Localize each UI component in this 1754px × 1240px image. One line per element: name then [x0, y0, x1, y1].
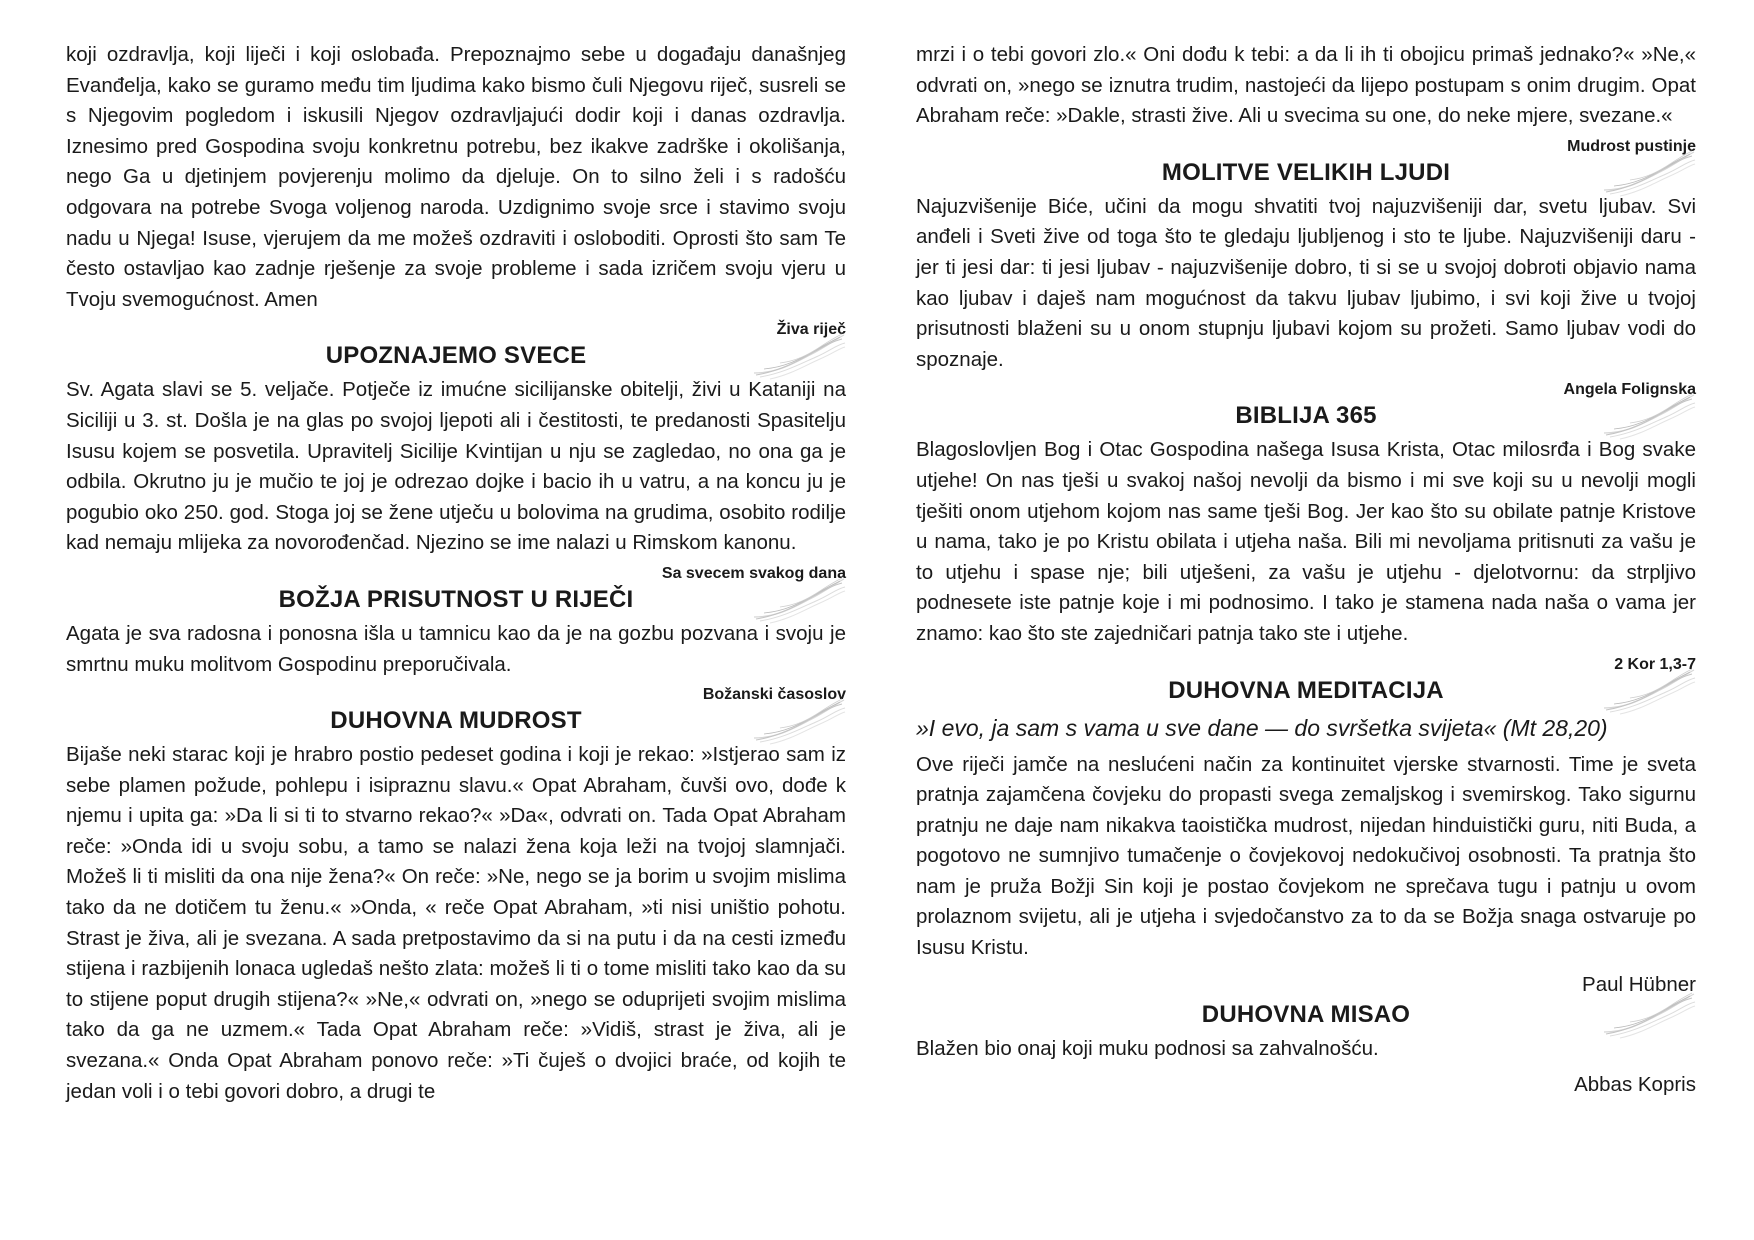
section-source-biblija: 2 Kor 1,3-7 [1614, 655, 1696, 673]
feather-swirl-icon [750, 333, 846, 381]
feather-swirl-icon [750, 577, 846, 625]
section-title-meditacija [916, 676, 1696, 706]
continued-paragraph: mrzi i o tebi govori zlo.« Oni dođu k tebi: a da li ih ti obojicu primaš jednako?« »Ne,« odvrati on, »nego se iznutra trudim, nastojeći da lijepo postupam s onim drugim. Opat Abraham reče: »Dakle, strasti žive. Ali u svecima su one, do neke mjere, svezane.« [916, 43, 1696, 128]
section-title-text: BIBLIJA 365 [1235, 402, 1377, 430]
left-column [66, 40, 846, 1107]
section-text-molitve: Najuzvišenije Biće, učini da mogu shvatiti tvoj najuzvišeniji dar, svetu ljubav. Svi anđeli i Sveti žive od toga što te gledaju ljubljenog i sto te ljube. Najuzvišeniji daru - jer ti jesi dar: ti jesi ljubav - najuzvišenije dobro, ti si se u svojoj dobroti objavio nama kao ljubav i daješ nam mogućnost da takvu ljubav ljubimo, i svi koji žive u tvojoj prisutnosti blaženi su u onom stupnju ljubavi kojom su prožeti. Samo ljubav vodi do spoznaje. [916, 194, 1696, 371]
section-title-text: DUHOVNA MEDITACIJA [1168, 676, 1444, 704]
section-text-upoznajemo-svece: Sv. Agata slavi se 5. veljače. Potječe iz imućne sicilijanske obitelji, živi u Kataniji na Siciliji u 3. st. Došla je na glas po svojoj ljepoti ali i čestitosti, te predanosti Spasitelju Isusu kojem se posvetila. Upravitelj Sicilije Kvintijan u nju se zagledao, no ona ga je odbila. Okrutno ju je mučio te joj je odrezao dojke i bacio ih u vatru, a na koncu ju je pogubio oko 250. god. Stoga joj se žene utječu u bolovima na grudima, osobito rodilje kad nemaju mlijeka za novorođenčad. Njezino se ime nalazi u Rimskom kanonu. [66, 378, 846, 555]
feather-swirl-icon [750, 698, 846, 746]
intro-paragraph: koji ozdravlja, koji liječi i koji oslobađa. Prepoznajmo sebe u događaju današnjeg Evanđelja, kako se guramo među tim ljudima kako bismo čuli Njegovu riječ, susreli se s Njegovim pogledom i iskusili Njegov ozdravljajući dodir koji i danas ozdravlja. Iznesimo pred Gospodina svoju konkretnu potrebu, bez ikakve zadrške i okolišanja, nego Ga u djetinjem povjerenju molimo da djeluje. On to silno želi i s radošću odgovara na potrebe Svoga voljenog naroda. Uzdignimo svoje srce i stavimo svoju nadu u Njega! Isuse, vjerujem da me možeš ozdraviti i osloboditi. Oprosti što sam Te često ostavljao kao zadnje rješenje za svoje probleme i sada izričem svoju vjeru u Tvoju svemogućnost. Amen [66, 43, 846, 311]
section-title-text: UPOZNAJEMO SVECE [325, 342, 587, 370]
right-column [916, 40, 1696, 1100]
feather-swirl-icon [1600, 393, 1696, 441]
feather-swirl-icon [1600, 668, 1696, 716]
feather-swirl-icon [1600, 992, 1696, 1040]
section-text-bozja-prisutnost: Agata je sva radosna i ponosna išla u tamnicu kao da je na gozbu pozvana i svoju je smrtnu muku molitvom Gospodinu preporučivala. [66, 621, 846, 676]
section-title-text: DUHOVNA MUDROST [330, 707, 582, 735]
section-title-duhovna-mudrost [66, 706, 846, 736]
section-text-duhovna-misao: Blažen bio onaj koji muku podnosi sa zahvalnošću. [916, 1036, 1379, 1060]
section-title-text: BOŽJA PRISUTNOST U RIJEČI [278, 585, 634, 613]
meditation-quote: »I evo, ja sam s vama u sve dane — do svršetka svijeta« (Mt 28,20) [916, 714, 1608, 741]
section-source-upoznajemo-svece: Sa svecem svakog dana [661, 564, 846, 582]
section-title-duhovna-misao [916, 1000, 1696, 1030]
thought-author: Abbas Kopris [1574, 1073, 1696, 1097]
section-title-bozja-prisutnost [66, 585, 846, 615]
continued-source: Mudrost pustinje [1567, 137, 1696, 155]
intro-source: Živa riječ [776, 321, 846, 339]
feather-swirl-icon [1600, 150, 1696, 198]
section-source-bozja-prisutnost: Božanski časoslov [702, 686, 846, 704]
section-text-biblija: Blagoslovljen Bog i Otac Gospodina našega Isusa Krista, Otac milosrđa i Bog svake utjehe! On nas tješi u svakoj našoj nevolji da bismo i mi sve koji su u nevolji mogli tješiti onom utjehom kojom nas same tješi Bog. Jer kao što su obilate patnje Kristove u nama, tako je po Kristu obilata i utjeha naša. Bili mi nevoljama pritisnuti za vašu je to utjehu i spase nje; bili utješeni, za vašu je utjehu - djelotvornu: da strpljivo podnesete iste patnje koje i mi podnosimo. I tako je stamena nada naša o vama jer znamo: kao što ste zajedničari patnja tako ste i utjehe. [916, 438, 1696, 645]
section-text-meditacija: Ove riječi jamče na neslućeni način za kontinuitet vjerske stvarnosti. Time je sveta pratnja zajamčena čovjeku do propasti svega zemaljskog i svemirskog. Tako sigurnu pratnju ne daje nam nikakva taoistička mudrost, nijedan hinduistički guru, niti Buda, a pogotovo ne sumnjivo tumačenje o čovjekovoj nedokučivoj osobnosti. Ta pratnja što nam je pruža Božji Sin koji je postao čovjekom ne sprečava tugu i patnju u ovom prolaznom svijetu, ali je utjeha i svjedočanstvo za to da se Božja snaga ostvaruje po Isusu Kristu. [916, 752, 1696, 960]
section-source-molitve: Angela Folignska [1563, 381, 1696, 399]
section-text-duhovna-mudrost: Bijaše neki starac koji je hrabro postio pedeset godina i koji je rekao: »Istjerao sam iz sebe plamen požude, pohlepu i isipraznu slavu.« Opat Abraham, čuvši ovo, dođe k njemu i upita ga: »Da li si ti to stvarno rekao?« »Da«, odvrati on. Tada Opat Abraham reče: »Onda idi u svoju sobu, a tamo se nalazi žena koja leži na tvojoj slamnjači. Možeš li ti misliti da ona nije žena?« On reče: »Ne, nego se ja borim u svojim mislima tako da ne dotičem tu ženu.« »Onda, « reče Opat Abraham, »ti nisi uništio pohotu. Strast je živa, ali je svezana. A sada pretpostavimo da si na putu i da na cesti između stijena i razbijenih lonaca ugledaš nešto zlata: možeš li ti o tome misliti tako kao da su to stijene poput drugih stijena?« »Ne,« odvrati on, »nego se oduprijeti svojim mislima tako da ga ne uzmem.« Tada Opat Abraham reče: »Vidiš, strast je živa, ali je svezana.« Onda Opat Abraham ponovo reče: »Ti čuješ o dvojici braće, od kojih te jedan voli i o tebi govori dobro, a drugi te [66, 743, 846, 1103]
section-title-molitve [916, 158, 1696, 188]
section-title-text: DUHOVNA MISAO [1201, 1000, 1411, 1028]
meditation-author: Paul Hübner [1582, 972, 1696, 996]
section-title-upoznajemo-svece [66, 341, 846, 371]
section-title-text: MOLITVE VELIKIH LJUDI [1161, 158, 1451, 186]
section-title-biblija [916, 401, 1696, 431]
